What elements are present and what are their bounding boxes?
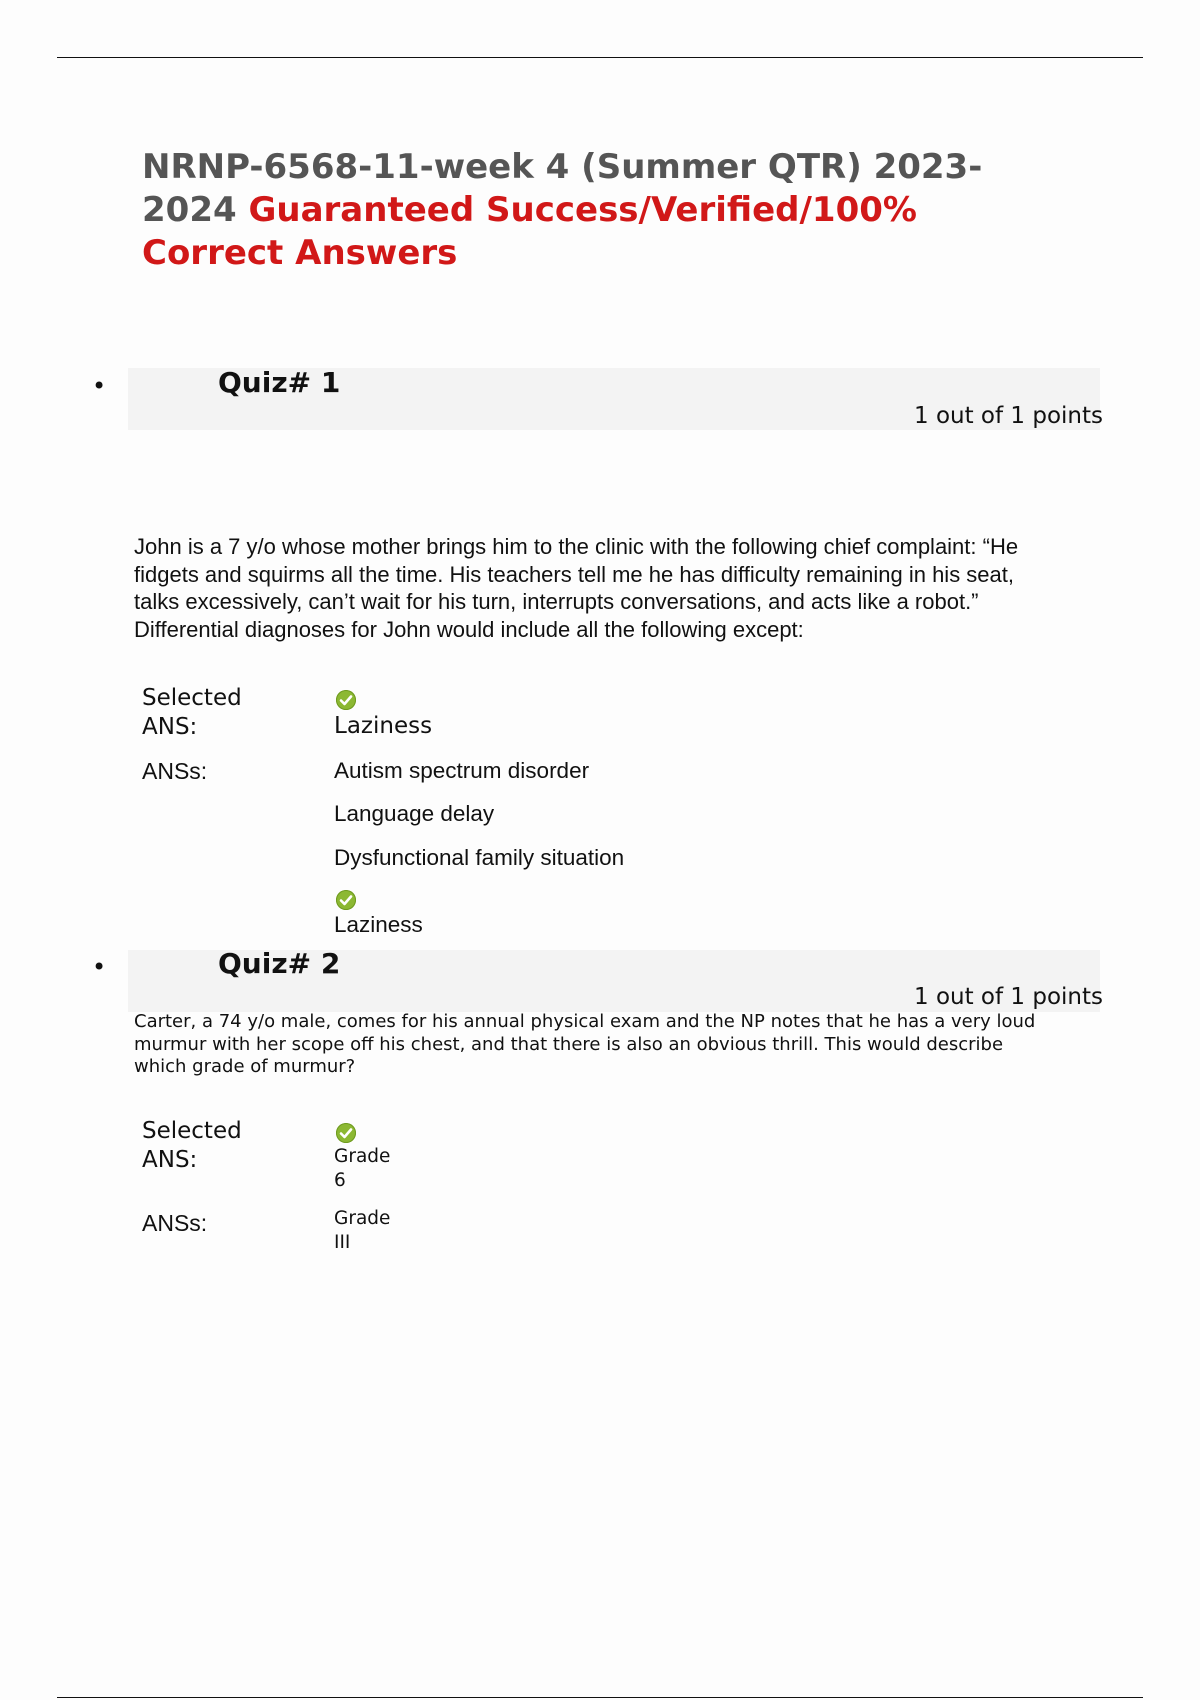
document-title [142,146,1042,275]
check-circle-icon [336,690,356,710]
quiz-1-bullet: • [92,372,107,400]
quiz-2-selected-label: Selected ANS: [142,1118,242,1173]
quiz-2-title: Quiz# 2 [218,947,341,980]
top-rule [57,57,1143,58]
quiz-1-answers-label: ANSs: [142,758,208,784]
quiz-2-points: 1 out of 1 points [914,984,1103,1010]
quiz-1-selected-label: Selected ANS: [142,685,242,740]
quiz-2-selected-answer: Grade 6 [334,1146,391,1191]
quiz-2-bullet: • [92,953,107,981]
quiz-1-answer-option: Language delay [334,801,495,826]
quiz-1-answer-option: Autism spectrum disorder [334,758,590,783]
quiz-1-points: 1 out of 1 points [914,403,1103,429]
title-tagline: Guaranteed Success/Verified/100% Correct Answers [142,190,917,273]
quiz-2-answers-label: ANSs: [142,1210,208,1236]
quiz-1-answer-option: Dysfunctional family situation [334,845,625,870]
bottom-rule [57,1697,1143,1698]
check-circle-icon [336,1123,356,1143]
quiz-1-question: John is a 7 y/o whose mother brings him to the clinic with the following chief complaint: “He fidgets and squirms all the time. His teachers tell me he has difficulty remaining in his seat, talks excessively, can’t wait for his turn, interrupts conversations, and acts like a robot.” Differential diagnoses for John would include all the following except: [134,534,1019,642]
check-circle-icon [336,890,356,910]
quiz-1-answer-option: Laziness [334,912,423,937]
quiz-2-question: Carter, a 74 y/o male, comes for his annual physical exam and the NP notes that he has a very loud murmur with her scope off his chest, and that there is also an obvious thrill. This would describe which grade of murmur? [134,1011,1036,1077]
quiz-1-selected-answer: Laziness [334,713,433,739]
title-course: NRNP-6568-11-week 4 (Summer QTR) 2023-2024 [142,147,983,230]
quiz-2-answer-option: Grade III [334,1208,391,1253]
quiz-1-title: Quiz# 1 [218,366,341,399]
